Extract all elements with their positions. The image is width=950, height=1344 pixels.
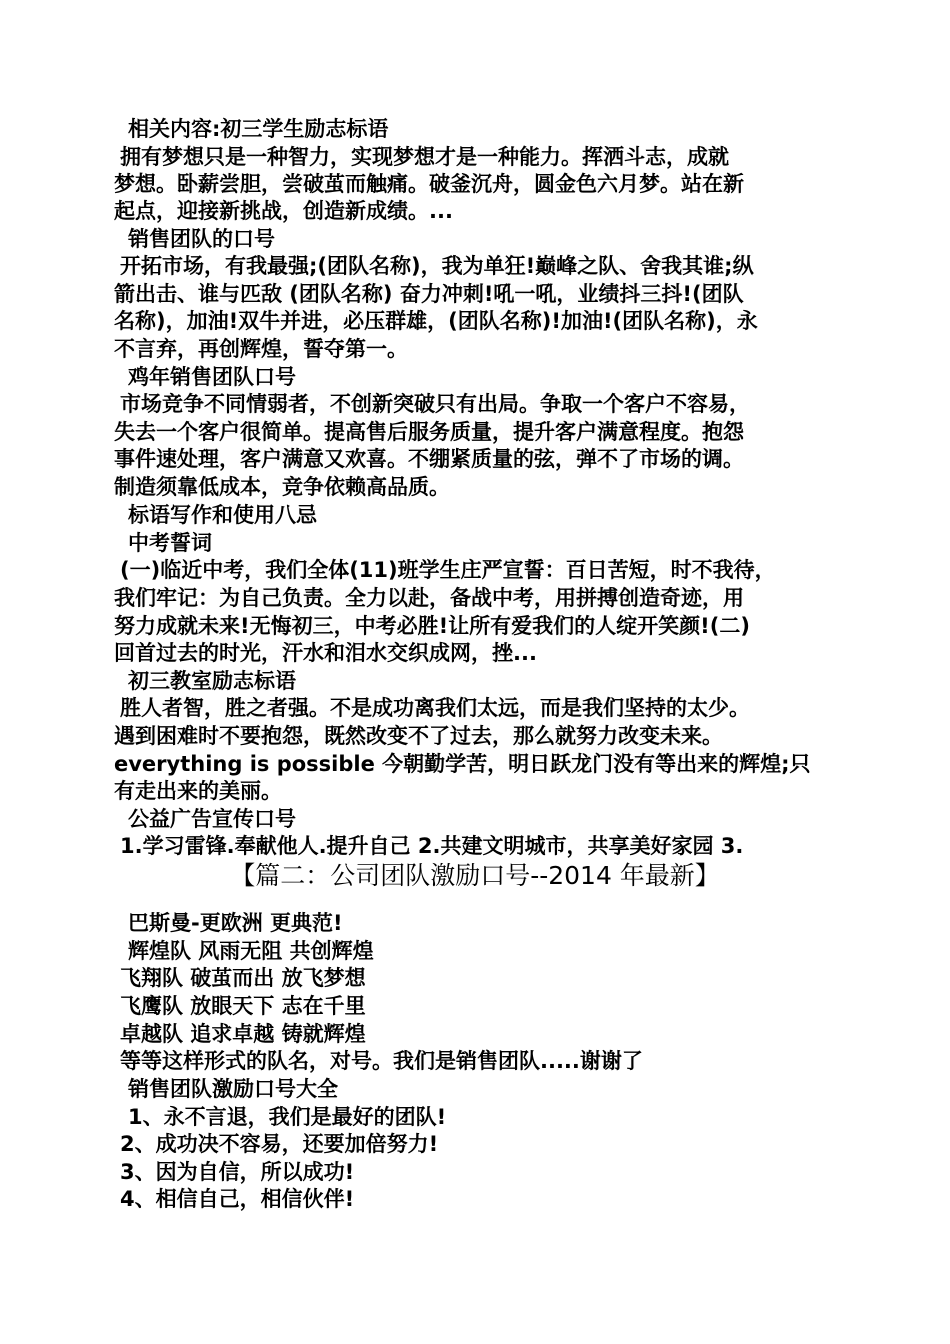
body-line: 不言弃，再创辉煌，誓夺第一。 — [114, 337, 408, 361]
body-line: 事件速处理，客户满意又欢喜。不绷紧质量的弦，弹不了市场的调。 — [114, 447, 744, 471]
section-heading: 公益广告宣传口号 — [128, 807, 296, 831]
team-name-line: 飞翔队 破茧而出 放飞梦想 — [120, 966, 366, 990]
body-line: 遇到困难时不要抱怨，既然改变不了过去，那么就努力改变未来。 — [114, 724, 723, 748]
section-heading: 相关内容:初三学生励志标语 — [128, 117, 389, 141]
body-line: 开拓市场，有我最强;(团队名称)，我为单狂!巅峰之队、舍我其谁;纵 — [120, 254, 754, 278]
slogan-item: 4、相信自己，相信伙伴! — [120, 1187, 355, 1211]
body-line: 失去一个客户很简单。提高售后服务质量，提升客户满意程度。抱怨 — [114, 420, 744, 444]
section-heading: 鸡年销售团队口号 — [128, 365, 296, 389]
section-heading: 初三教室励志标语 — [128, 669, 296, 693]
body-line: 箭出击、谁与匹敌 (团队名称) 奋力冲刺!吼一吼，业绩抖三抖!(团队 — [114, 282, 744, 306]
body-line: 起点，迎接新挑战，创造新成绩。... — [114, 199, 453, 223]
body-line: (一)临近中考，我们全体(11)班学生庄严宣誓：百日苦短，时不我待， — [120, 558, 776, 582]
body-line: 1.学习雷锋.奉献他人.提升自己 2.共建文明城市，共享美好家园 3. — [120, 834, 744, 858]
body-line: 胜人者智，胜之者强。不是成功离我们太远，而是我们坚持的太少。 — [120, 696, 750, 720]
slogan-item: 3、因为自信，所以成功! — [120, 1160, 355, 1184]
team-name-line: 辉煌队 风雨无阻 共创辉煌 — [128, 939, 374, 963]
body-line: 梦想。卧薪尝胆，尝破茧而触痛。破釜沉舟，圆金色六月梦。站在新 — [114, 172, 744, 196]
body-line: 努力成就未来!无悔初三，中考必胜!让所有爱我们的人绽开笑颜!(二) — [114, 614, 750, 638]
body-line: 回首过去的时光，汗水和泪水交织成网，挫... — [114, 641, 537, 665]
slogan-item: 1、永不言退，我们是最好的团队! — [128, 1105, 447, 1129]
body-line: 我们牢记：为自己负责。全力以赴，备战中考，用拼搏创造奇迹，用 — [114, 586, 744, 610]
body-line: 制造须靠低成本，竞争依赖高品质。 — [114, 475, 450, 499]
body-line: 拥有梦想只是一种智力，实现梦想才是一种能力。挥洒斗志，成就 — [120, 145, 729, 169]
section-heading: 中考誓词 — [128, 531, 212, 555]
team-name-line: 飞鹰队 放眼天下 志在千里 — [120, 994, 366, 1018]
body-line: 有走出来的美丽。 — [114, 779, 282, 803]
body-line: everything is possible 今朝勤学苦，明日跃龙门没有等出来的辉煌;只 — [114, 752, 811, 776]
section-heading: 销售团队的口号 — [128, 227, 275, 251]
team-name-line: 巴斯曼-更欧洲 更典范! — [128, 911, 343, 935]
body-line: 名称)，加油!双牛并进，必压群雄，(团队名称)!加油!(团队名称)，永 — [114, 309, 758, 333]
section-heading: 标语写作和使用八忌 — [128, 503, 317, 527]
part-two-title: 【篇二：公司团队激励口号--2014 年最新】 — [230, 861, 720, 890]
team-name-line: 卓越队 追求卓越 铸就辉煌 — [120, 1022, 366, 1046]
slogan-item: 2、成功决不容易，还要加倍努力! — [120, 1132, 439, 1156]
team-name-line: 等等这样形式的队名，对号。我们是销售团队.....谢谢了 — [120, 1049, 643, 1073]
body-line: 市场竞争不同情弱者，不创新突破只有出局。争取一个客户不容易， — [120, 392, 750, 416]
slogans-heading: 销售团队激励口号大全 — [128, 1077, 338, 1101]
